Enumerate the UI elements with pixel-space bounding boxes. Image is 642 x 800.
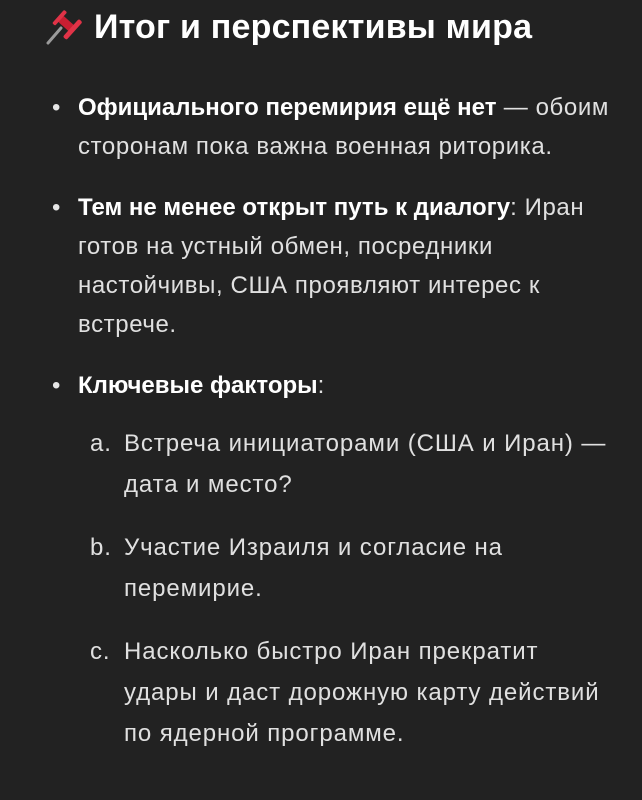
bullet-dot: •: [52, 94, 62, 121]
pushpin-icon: [42, 6, 84, 48]
bullet-text: — обоим сторонам пока важна военная риторика.: [78, 94, 609, 160]
factor-item-israel: [78, 527, 610, 609]
page-title: Итог и перспективы мира: [94, 8, 533, 46]
bullet-item-key-factors: [50, 366, 610, 754]
bullet-item-ceasefire: [50, 88, 610, 166]
bullet-item-dialogue: [50, 188, 610, 344]
list-marker: c.: [90, 638, 111, 665]
bullet-heading: Ключевые факторы: [78, 372, 318, 399]
list-marker: a.: [90, 430, 112, 457]
header: [42, 6, 532, 48]
bullet-heading: Официального перемирия ещё нет: [78, 94, 497, 121]
bullet-text: : Иран готов на устный обмен, посредники настойчивы, США проявляют интерес к встрече.: [78, 194, 585, 338]
factor-list: [78, 423, 610, 754]
factor-text: Участие Израиля и согласие на перемирие.: [124, 534, 503, 602]
bullet-heading: Тем не менее открыт путь к диалогу: [78, 194, 511, 221]
factor-text: Встреча инициаторами (США и Иран) — дата и место?: [124, 430, 607, 498]
list-marker: b.: [90, 534, 112, 561]
bullet-dot: •: [52, 194, 62, 221]
bullet-dot: •: [52, 372, 62, 399]
bullet-list: [50, 88, 610, 754]
bullet-text: :: [317, 372, 325, 399]
factor-item-iran-roadmap: [78, 631, 610, 754]
factor-text: Насколько быстро Иран прекратит удары и даст дорожную карту действий по ядерной программе.: [124, 638, 600, 747]
factor-item-meeting: [78, 423, 610, 505]
